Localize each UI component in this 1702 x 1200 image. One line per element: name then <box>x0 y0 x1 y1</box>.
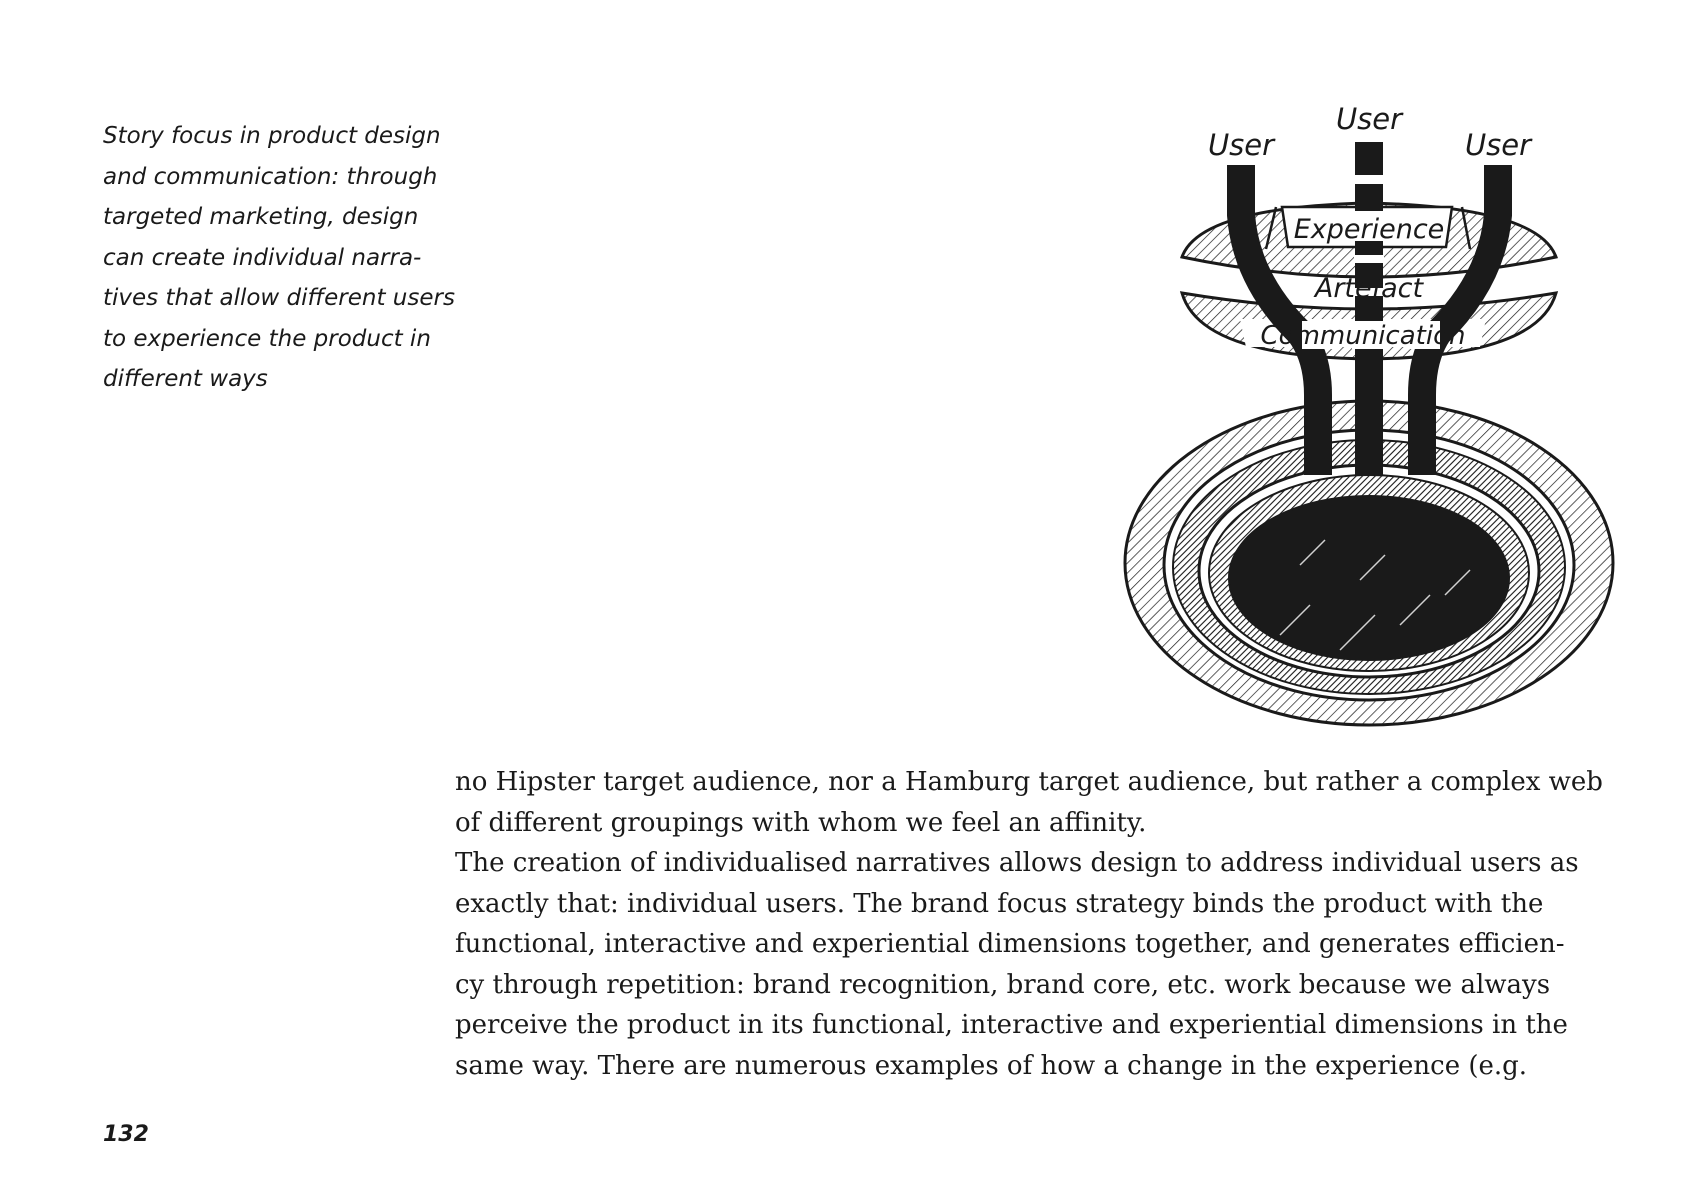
artefact-label: Artefact <box>1314 273 1424 304</box>
diagram-svg <box>1100 95 1640 735</box>
story-focus-diagram <box>1100 95 1640 735</box>
caption-line: tives that allow different users <box>103 285 455 311</box>
body-line: cy through repetition: brand recognition, brand core, etc. work because we always <box>455 969 1551 1000</box>
user-label-right: User <box>1464 128 1532 162</box>
body-line: perceive the product in its functional, interactive and experiential dimensions in the <box>455 1010 1568 1040</box>
caption-line: targeted marketing, design <box>103 204 419 230</box>
caption-line: to experience the product in <box>103 325 431 352</box>
communication-label: Communication <box>1260 321 1466 351</box>
experience-label: Experience <box>1293 214 1445 245</box>
page-number: 132 <box>103 1122 149 1147</box>
figure-caption <box>103 116 483 400</box>
user-label-left: User <box>1207 128 1275 162</box>
caption-line: can create individual narra- <box>103 244 422 271</box>
body-line: of different groupings with whom we feel an affinity. <box>455 807 1147 838</box>
body-line: The creation of individualised narratives allows design to address individual users as <box>455 848 1579 878</box>
body-line: same way. There are numerous examples of how a change in the experience (e.g. <box>455 1050 1528 1081</box>
user-label-center: User <box>1335 102 1403 136</box>
caption-line: and communication: through <box>103 163 438 190</box>
body-line: no Hipster target audience, nor a Hamburg target audience, but rather a complex web <box>455 767 1603 797</box>
caption-line: Story focus in product design <box>103 123 441 149</box>
body-line: exactly that: individual users. The brand focus strategy binds the product with the <box>455 888 1544 919</box>
body-text <box>455 762 1645 1086</box>
caption-line: different ways <box>103 366 268 392</box>
body-line: functional, interactive and experiential dimensions together, and generates efficien- <box>455 929 1565 959</box>
